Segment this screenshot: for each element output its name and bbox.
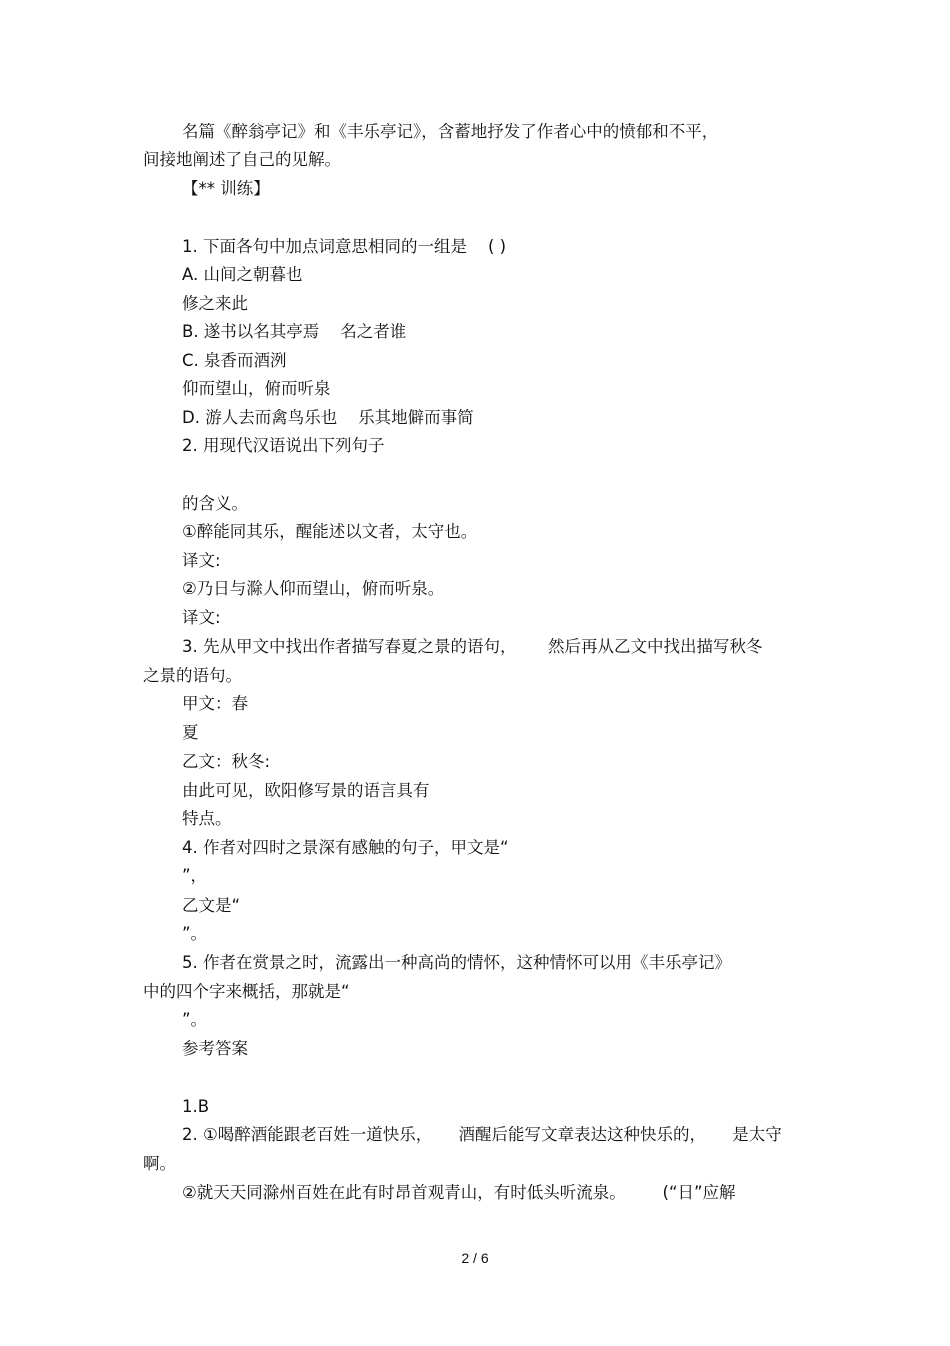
answer-2: 2. ①喝醉酒能跟老百姓一道快乐， 酒醒后能写文章表达这种快乐的， 是太守 — [182, 1125, 782, 1144]
text-line: 译文: — [182, 551, 221, 570]
text-line: 译文: — [182, 608, 221, 627]
text-line: 特点。 — [182, 809, 232, 828]
text-line: ②乃日与滁人仰而望山，俯而听泉。 — [182, 579, 445, 598]
text-line: 啊。 — [143, 1154, 176, 1173]
text-line: 甲文：春 — [182, 694, 248, 713]
option-a: A. 山间之朝暮也 — [182, 265, 303, 284]
text-line: 仰而望山，俯而听泉 — [182, 379, 331, 398]
text-line: 中的四个字来概括，那就是“ — [143, 982, 350, 1001]
text-line: 名篇《醉翁亭记》和《丰乐亭记》，含蓄地抒发了作者心中的愤郁和不平， — [182, 122, 719, 141]
question-1: 1. 下面各句中加点词意思相同的一组是 ( ) — [182, 237, 507, 256]
text-line: 之景的语句。 — [143, 666, 242, 685]
answers-heading: 参考答案 — [182, 1039, 248, 1058]
question-2: 2. 用现代汉语说出下列句子 — [182, 436, 385, 455]
text-line: 间接地阐述了自己的见解。 — [143, 150, 341, 169]
question-3: 3. 先从甲文中找出作者描写春夏之景的语句， 然后再从乙文中找出描写秋冬 — [182, 637, 763, 656]
text-line: 的含义。 — [182, 494, 248, 513]
section-heading: 【** 训练】 — [182, 179, 270, 198]
answer-1: 1.B — [182, 1097, 210, 1116]
text-line: ”。 — [182, 1010, 208, 1029]
text-line: ”， — [182, 866, 208, 885]
page-number: 2 / 6 — [461, 1250, 489, 1266]
question-4: 4. 作者对四时之景深有感触的句子，甲文是“ — [182, 838, 509, 857]
text-line: 由此可见，欧阳修写景的语言具有 — [182, 781, 430, 800]
text-line: ”。 — [182, 924, 208, 943]
text-line: 乙文是“ — [182, 896, 241, 915]
text-line: ②就天天同滁州百姓在此有时昂首观青山，有时低头听流泉。 (“日”应解 — [182, 1183, 736, 1202]
text-line: 乙文：秋冬: — [182, 752, 271, 771]
text-line: 夏 — [182, 723, 199, 742]
option-b: B. 遂书以名其亭焉 名之者谁 — [182, 322, 407, 341]
option-c: C. 泉香而酒洌 — [182, 351, 287, 370]
option-d: D. 游人去而禽鸟乐也 乐其地僻而事简 — [182, 408, 474, 427]
text-line: ①醉能同其乐，醒能述以文者，太守也。 — [182, 522, 478, 541]
question-5: 5. 作者在赏景之时，流露出一种高尚的情怀，这种情怀可以用《丰乐亭记》 — [182, 953, 731, 972]
text-line: 修之来此 — [182, 294, 248, 313]
